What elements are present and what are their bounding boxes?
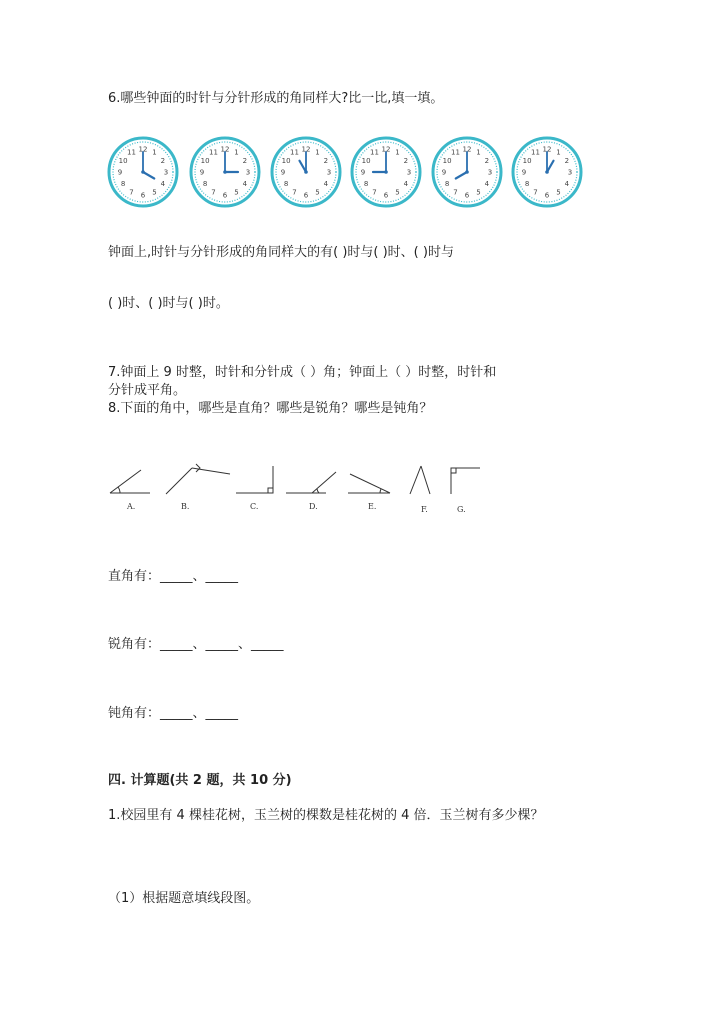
angle-label-c: C. — [250, 502, 259, 511]
svg-text:2: 2 — [484, 157, 490, 165]
q7-line-2: 分针成平角。 — [108, 383, 187, 398]
angle-label-e: E. — [368, 502, 377, 511]
svg-text:7: 7 — [372, 188, 377, 197]
svg-text:11: 11 — [370, 148, 379, 157]
svg-text:1: 1 — [395, 148, 400, 157]
clock-face — [511, 136, 583, 208]
svg-text:10: 10 — [200, 157, 210, 165]
section-4-q1: 1.校园里有 4 棵桂花树，玉兰树的棵数是桂花树的 4 倍．玉兰树有多少棵？ — [108, 808, 544, 823]
q7-line-1: 7.钟面上 9 时整，时针和分针成（ ）角；钟面上（ ）时整，时针和 — [108, 365, 497, 380]
svg-text:11: 11 — [531, 148, 540, 157]
svg-text:8: 8 — [363, 180, 369, 188]
angle-label-a: A. — [127, 502, 136, 511]
svg-text:12: 12 — [220, 145, 230, 154]
svg-text:11: 11 — [209, 148, 218, 157]
svg-text:1: 1 — [234, 148, 239, 157]
svg-text:7: 7 — [533, 188, 538, 197]
svg-text:1: 1 — [315, 148, 320, 157]
svg-text:9: 9 — [521, 168, 527, 177]
svg-text:2: 2 — [564, 157, 570, 165]
q6-title: 6.哪些钟面的时针与分针形成的角同样大?比一比,填一填。 — [108, 91, 444, 106]
angle-label-f: F. — [421, 505, 428, 514]
svg-text:10: 10 — [361, 157, 371, 165]
svg-text:11: 11 — [127, 148, 136, 157]
svg-text:3: 3 — [245, 168, 251, 177]
svg-text:11: 11 — [290, 148, 299, 157]
q8-title: 8.下面的角中，哪些是直角？哪些是锐角？哪些是钝角？ — [108, 401, 433, 416]
section-4-title: 四. 计算题(共 2 题，共 10 分) — [108, 773, 292, 788]
svg-text:5: 5 — [556, 188, 561, 197]
svg-text:2: 2 — [242, 157, 248, 165]
svg-text:8: 8 — [202, 180, 208, 188]
svg-text:12: 12 — [381, 145, 391, 154]
svg-text:9: 9 — [441, 168, 447, 177]
svg-text:5: 5 — [476, 188, 481, 197]
svg-text:10: 10 — [522, 157, 532, 165]
clock-face — [270, 136, 342, 208]
svg-text:4: 4 — [160, 180, 166, 188]
svg-text:2: 2 — [323, 157, 329, 165]
svg-text:8: 8 — [283, 180, 289, 188]
clock-face — [431, 136, 503, 208]
svg-text:7: 7 — [453, 188, 458, 197]
svg-text:2: 2 — [403, 157, 409, 165]
svg-text:6: 6 — [544, 191, 550, 200]
svg-text:12: 12 — [462, 145, 472, 154]
svg-text:9: 9 — [280, 168, 286, 177]
svg-text:6: 6 — [303, 191, 309, 200]
svg-text:4: 4 — [484, 180, 490, 188]
svg-text:6: 6 — [383, 191, 389, 200]
svg-text:8: 8 — [444, 180, 450, 188]
svg-text:4: 4 — [242, 180, 248, 188]
svg-text:3: 3 — [487, 168, 493, 177]
svg-text:10: 10 — [442, 157, 452, 165]
svg-text:5: 5 — [152, 188, 157, 197]
svg-text:5: 5 — [395, 188, 400, 197]
svg-text:6: 6 — [140, 191, 146, 200]
svg-text:5: 5 — [315, 188, 320, 197]
clock-face — [350, 136, 422, 208]
right-angle-answer: 直角有：_____、_____ — [108, 569, 239, 584]
svg-text:6: 6 — [222, 191, 228, 200]
svg-text:4: 4 — [564, 180, 570, 188]
svg-text:3: 3 — [567, 168, 573, 177]
angle-label-g: G. — [457, 505, 466, 514]
svg-text:3: 3 — [326, 168, 332, 177]
clock-face — [189, 136, 261, 208]
svg-text:3: 3 — [163, 168, 169, 177]
svg-text:1: 1 — [476, 148, 481, 157]
svg-text:1: 1 — [152, 148, 157, 157]
svg-text:10: 10 — [118, 157, 128, 165]
obtuse-angle-answer: 钝角有：_____、_____ — [108, 706, 239, 721]
svg-text:9: 9 — [199, 168, 205, 177]
angle-label-b: B. — [181, 502, 190, 511]
svg-text:11: 11 — [451, 148, 460, 157]
svg-text:9: 9 — [117, 168, 123, 177]
svg-text:8: 8 — [120, 180, 126, 188]
svg-text:4: 4 — [403, 180, 409, 188]
svg-text:6: 6 — [464, 191, 470, 200]
section-4-q1-part1: （1）根据题意填线段图。 — [108, 891, 260, 906]
svg-text:12: 12 — [138, 145, 148, 154]
svg-text:4: 4 — [323, 180, 329, 188]
q6-answer-line-1: 钟面上,时针与分针形成的角同样大的有( )时与( )时、( )时与 — [108, 245, 454, 260]
q6-answer-line-2: ( )时、( )时与( )时。 — [108, 296, 229, 311]
svg-text:9: 9 — [360, 168, 366, 177]
svg-text:12: 12 — [301, 145, 311, 154]
angle-figures — [108, 460, 488, 520]
svg-text:1: 1 — [556, 148, 561, 157]
svg-text:7: 7 — [292, 188, 297, 197]
svg-text:10: 10 — [281, 157, 291, 165]
angle-label-d: D. — [309, 502, 318, 511]
svg-text:3: 3 — [406, 168, 412, 177]
svg-text:12: 12 — [542, 145, 552, 154]
svg-text:8: 8 — [524, 180, 530, 188]
svg-text:2: 2 — [160, 157, 166, 165]
acute-angle-answer: 锐角有：_____、_____、_____ — [108, 637, 284, 652]
svg-text:5: 5 — [234, 188, 239, 197]
svg-text:7: 7 — [129, 188, 134, 197]
svg-text:7: 7 — [211, 188, 216, 197]
clock-face — [107, 136, 179, 208]
